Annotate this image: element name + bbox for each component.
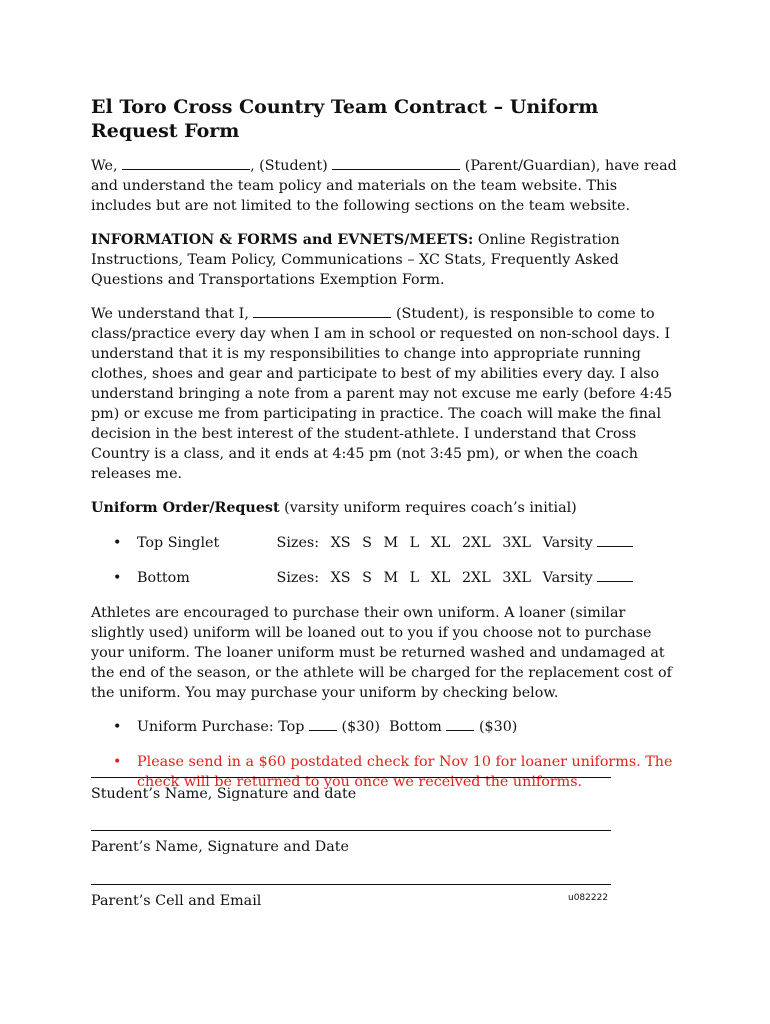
uniform-item-bottom xyxy=(91,568,681,588)
size-options xyxy=(277,570,634,586)
uniform-item-top xyxy=(91,533,681,553)
student-signature-label: Student’s Name, Signature and date xyxy=(91,786,357,802)
student-signature-line[interactable] xyxy=(91,776,611,778)
top-purchase-blank[interactable] xyxy=(309,717,337,731)
varsity-label: Varsity xyxy=(542,570,593,586)
uniform-note: (varsity uniform requires coach’s initial) xyxy=(284,500,577,516)
varsity-initial-blank[interactable] xyxy=(597,568,633,582)
uniform-items xyxy=(91,533,681,588)
understand-paragraph xyxy=(91,304,681,484)
info-paragraph xyxy=(91,230,681,290)
parent-signature-label: Parent’s Name, Signature and Date xyxy=(91,839,349,855)
understand-rest: (Student), is responsible to come to class/practice every day when I am in school or requested on non-school days. I understand that it is my responsibilities to change into appropriate running clothes, shoes and gear and participate to best of my abilities every day. I also understand bringing a note from a parent may not excuse me early (before 4:45 pm) or excuse me from participating in practice. The coach will make the final decision in the best interest of the student-athlete. I understand that Cross Country is a class, and it ends at 4:45 pm (not 3:45 pm), or when the coach releases me. xyxy=(91,306,673,482)
sizes-label: Sizes: xyxy=(276,535,320,551)
understand-start: We understand that I, xyxy=(91,306,249,322)
item-label: Bottom xyxy=(137,570,190,586)
size-option[interactable]: M xyxy=(383,535,399,551)
bottom-label: Bottom xyxy=(389,719,442,735)
bullet-icon: • xyxy=(113,754,122,770)
uniform-heading-line xyxy=(91,498,681,518)
parent-contact-label: Parent’s Cell and Email xyxy=(91,893,262,909)
student-signature-block xyxy=(91,762,691,804)
intro-rest: and understand the team policy and materials on the team website. This includes but are not limited to the following sections on the team website. xyxy=(91,178,631,214)
loaner-paragraph: Athletes are encouraged to purchase their own uniform. A loaner (similar slightly used) uniform will be loaned out to you if you choose not to purchase your uniform. The loaner uniform must be returned washed and undamaged at the end of the season, or the athlete will be charged for the replacement cost of the uniform. You may purchase your uniform by checking below. xyxy=(91,605,672,701)
intro-parent-label: (Parent/Guardian), have read xyxy=(464,158,677,174)
size-option[interactable]: L xyxy=(409,570,420,586)
size-option[interactable]: M xyxy=(383,570,399,586)
bullet-icon: • xyxy=(113,535,122,551)
form-code: u082222 xyxy=(568,893,609,903)
parent-signature-line[interactable] xyxy=(91,829,611,831)
bullet-icon: • xyxy=(113,719,122,735)
size-option[interactable]: 3XL xyxy=(502,570,532,586)
info-text: Online Registration Instructions, Team Policy, Communications – XC Stats, Frequently Asked Questions and Transportations Exemption Form. xyxy=(91,232,620,288)
info-heading: INFORMATION & FORMS and EVNETS/MEETS: xyxy=(91,232,474,248)
size-options xyxy=(277,535,634,551)
bottom-purchase-blank[interactable] xyxy=(446,717,474,731)
size-option[interactable]: XS xyxy=(330,570,351,586)
parent-signature-block xyxy=(91,815,691,857)
intro-paragraph xyxy=(91,156,681,216)
bullet-icon: • xyxy=(113,570,122,586)
top-price: ($30) xyxy=(341,719,380,735)
uniform-heading: Uniform Order/Request xyxy=(91,500,280,516)
size-option[interactable]: XL xyxy=(430,570,451,586)
check-note: Please send in a $60 postdated check for Nov 10 for loaner uniforms. The check will be returned to you once we received the uniforms. xyxy=(137,754,673,790)
size-option[interactable]: XS xyxy=(330,535,351,551)
size-option[interactable]: 3XL xyxy=(502,535,532,551)
size-option[interactable]: 2XL xyxy=(461,535,491,551)
sizes-label: Sizes: xyxy=(276,570,320,586)
form-content xyxy=(91,95,681,792)
size-option[interactable]: S xyxy=(362,535,372,551)
varsity-initial-blank[interactable] xyxy=(597,533,633,547)
size-option[interactable]: 2XL xyxy=(461,570,491,586)
intro-student-label: , (Student) xyxy=(250,158,328,174)
student-name-blank-2[interactable] xyxy=(253,304,391,318)
page-title: El Toro Cross Country Team Contract – Uniform Request Form xyxy=(91,96,599,142)
purchase-item xyxy=(91,717,681,737)
student-name-blank[interactable] xyxy=(122,156,250,170)
size-option[interactable]: S xyxy=(362,570,372,586)
bottom-price: ($30) xyxy=(478,719,518,735)
intro-we: We, xyxy=(91,158,118,174)
parent-contact-block xyxy=(91,869,691,911)
item-label: Top Singlet xyxy=(137,535,220,551)
parent-name-blank[interactable] xyxy=(332,156,460,170)
varsity-label: Varsity xyxy=(542,535,593,551)
size-option[interactable]: XL xyxy=(430,535,451,551)
size-option[interactable]: L xyxy=(409,535,420,551)
purchase-label: Uniform Purchase: Top xyxy=(137,719,305,735)
parent-contact-line[interactable] xyxy=(91,883,611,885)
